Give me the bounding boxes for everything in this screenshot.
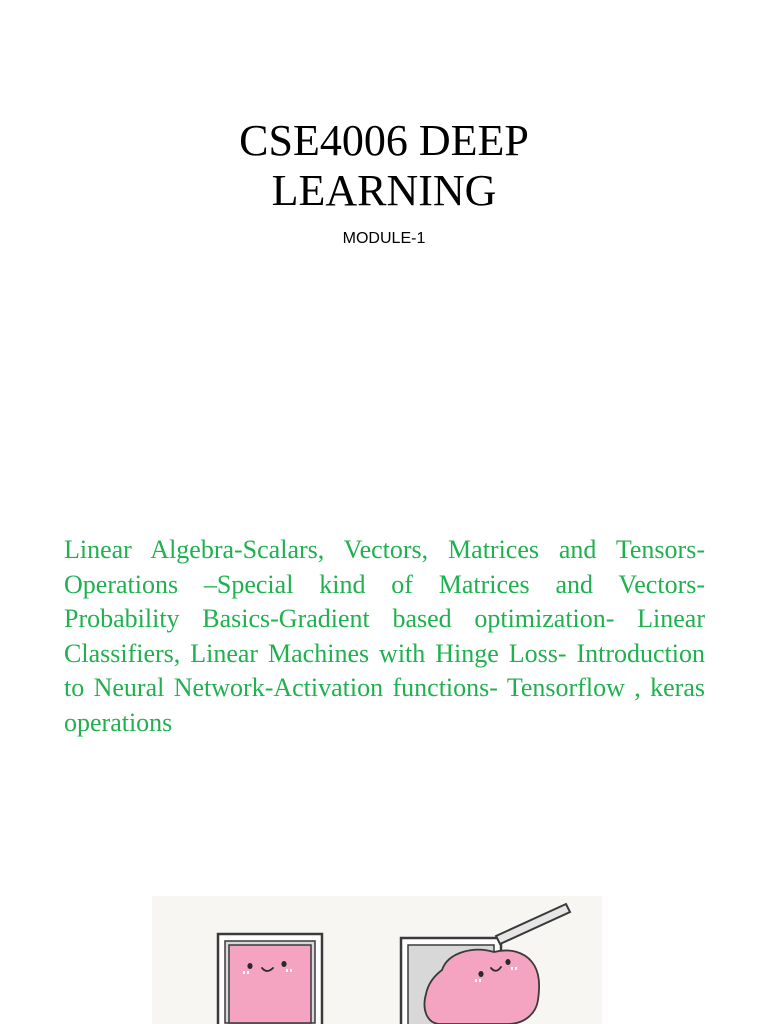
pouring-blob-character-icon bbox=[401, 904, 570, 1024]
syllabus-text: Linear Algebra-Scalars, Vectors, Matrices and Tensors- Operations –Special kind of Matrices and Vectors- Probability Basics-Gradient based optimization- Linear Classifiers, Linear Machines with Hinge Loss- Introduction to Neural Network-Activation functions- Tensorflow , keras operations bbox=[64, 535, 705, 737]
title-line-2: LEARNING bbox=[271, 166, 497, 215]
square-blob-character-icon bbox=[218, 934, 322, 1024]
module-label: MODULE-1 bbox=[342, 230, 426, 247]
page-title bbox=[0, 116, 768, 216]
title-line-1: CSE4006 DEEP bbox=[239, 116, 529, 165]
blob-illustration bbox=[152, 896, 602, 1024]
